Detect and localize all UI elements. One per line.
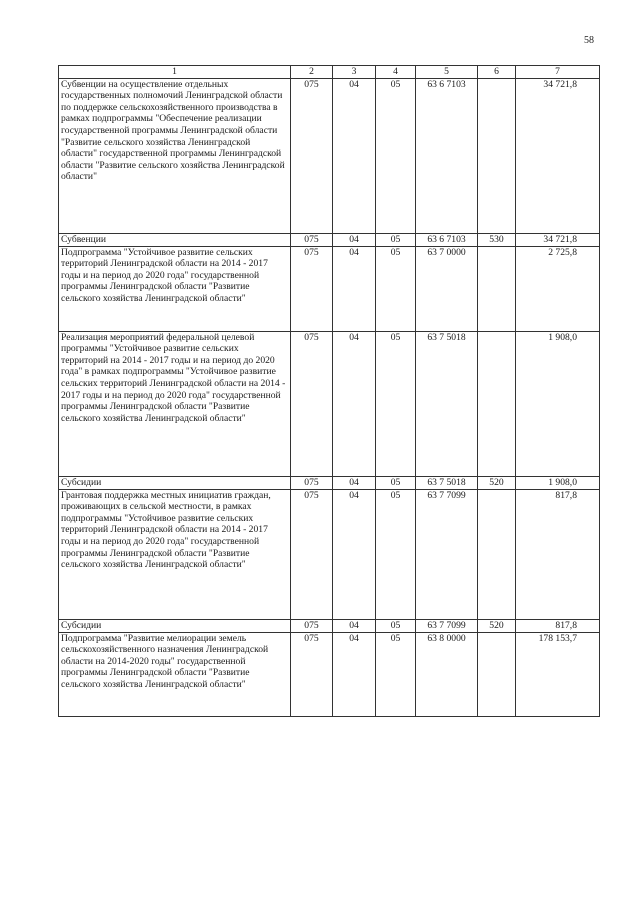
row-code-expense-type xyxy=(478,78,516,233)
row-code-section: 04 xyxy=(333,331,376,476)
row-name: Грантовая поддержка местных инициатив граждан, проживающих в сельской местности, в рамках подпрограммы "Устойчивое развитие сельских территорий Ленинградской области на 2014 - 2017 годы и на период до 2020 года" государственной программы Ленинградской области "Развитие сельского хозяйства Ленинградской области" xyxy=(59,489,291,619)
table-row xyxy=(59,619,600,632)
row-amount: 2 725,8 xyxy=(516,246,600,331)
row-amount: 178 153,7 xyxy=(516,632,600,716)
row-code-section: 04 xyxy=(333,632,376,716)
row-amount: 817,8 xyxy=(516,489,600,619)
column-header: 6 xyxy=(478,66,516,79)
row-code-subsection: 05 xyxy=(376,233,416,246)
table-row xyxy=(59,233,600,246)
column-header: 5 xyxy=(416,66,478,79)
row-code-subsection: 05 xyxy=(376,246,416,331)
row-code-expense-type: 520 xyxy=(478,476,516,489)
table-row xyxy=(59,78,600,233)
row-code-ministry: 075 xyxy=(291,233,333,246)
row-code-target: 63 8 0000 xyxy=(416,632,478,716)
row-name: Реализация мероприятий федеральной целевой программы "Устойчивое развитие сельских территорий на 2014 - 2017 годы и на период до 2020 года" в рамках подпрограммы "Устойчивое развитие сельских территорий Ленинградской области на 2014 - 2017 годы и на период до 2020 года" государственной программы Ленинградской области "Развитие сельского хозяйства Ленинградской области" xyxy=(59,331,291,476)
row-code-expense-type: 530 xyxy=(478,233,516,246)
row-code-expense-type: 520 xyxy=(478,619,516,632)
row-code-target: 63 7 7099 xyxy=(416,619,478,632)
row-code-ministry: 075 xyxy=(291,476,333,489)
row-amount: 817,8 xyxy=(516,619,600,632)
table-row xyxy=(59,331,600,476)
row-name: Субвенции xyxy=(59,233,291,246)
column-header: 7 xyxy=(516,66,600,79)
row-code-expense-type xyxy=(478,632,516,716)
page-number: 58 xyxy=(584,35,594,46)
row-code-subsection: 05 xyxy=(376,489,416,619)
row-code-target: 63 7 7099 xyxy=(416,489,478,619)
budget-table xyxy=(58,65,600,717)
row-amount: 1 908,0 xyxy=(516,476,600,489)
row-amount: 34 721,8 xyxy=(516,233,600,246)
table-row xyxy=(59,476,600,489)
row-code-section: 04 xyxy=(333,233,376,246)
table-row xyxy=(59,632,600,716)
row-code-ministry: 075 xyxy=(291,489,333,619)
row-code-expense-type xyxy=(478,331,516,476)
row-code-target: 63 6 7103 xyxy=(416,78,478,233)
row-code-target: 63 7 0000 xyxy=(416,246,478,331)
row-code-ministry: 075 xyxy=(291,632,333,716)
row-code-subsection: 05 xyxy=(376,78,416,233)
row-name: Подпрограмма "Развитие мелиорации земель сельскохозяйственного назначения Ленинградской области на 2014-2020 годы" государственной программы Ленинградской области "Развитие сельского хозяйства Ленинградской области" xyxy=(59,632,291,716)
row-code-expense-type xyxy=(478,489,516,619)
column-header: 2 xyxy=(291,66,333,79)
row-code-target: 63 7 5018 xyxy=(416,331,478,476)
row-code-subsection: 05 xyxy=(376,619,416,632)
row-code-ministry: 075 xyxy=(291,331,333,476)
row-code-section: 04 xyxy=(333,489,376,619)
column-header: 3 xyxy=(333,66,376,79)
table-header-row xyxy=(59,66,600,79)
row-amount: 34 721,8 xyxy=(516,78,600,233)
row-name: Субсидии xyxy=(59,476,291,489)
row-code-section: 04 xyxy=(333,246,376,331)
row-name: Подпрограмма "Устойчивое развитие сельских территорий Ленинградской области на 2014 - 2017 годы и на период до 2020 года" государственной программы Ленинградской области "Развитие сельского хозяйства Ленинградской области" xyxy=(59,246,291,331)
row-code-subsection: 05 xyxy=(376,331,416,476)
row-code-ministry: 075 xyxy=(291,246,333,331)
row-code-ministry: 075 xyxy=(291,619,333,632)
row-amount: 1 908,0 xyxy=(516,331,600,476)
row-code-section: 04 xyxy=(333,619,376,632)
column-header: 1 xyxy=(59,66,291,79)
row-name: Субвенции на осуществление отдельных государственных полномочий Ленинградской области по поддержке сельскохозяйственного производства в рамках подпрограммы "Обеспечение реализации государственной программы Ленинградской области "Развитие сельского хозяйства Ленинградской области" государственной программы Ленинградской области "Развитие сельского хозяйства Ленинградской области" xyxy=(59,78,291,233)
row-code-subsection: 05 xyxy=(376,476,416,489)
row-name: Субсидии xyxy=(59,619,291,632)
row-code-ministry: 075 xyxy=(291,78,333,233)
column-header: 4 xyxy=(376,66,416,79)
row-code-expense-type xyxy=(478,246,516,331)
table-row xyxy=(59,246,600,331)
row-code-subsection: 05 xyxy=(376,632,416,716)
row-code-target: 63 6 7103 xyxy=(416,233,478,246)
row-code-target: 63 7 5018 xyxy=(416,476,478,489)
row-code-section: 04 xyxy=(333,476,376,489)
row-code-section: 04 xyxy=(333,78,376,233)
table-row xyxy=(59,489,600,619)
